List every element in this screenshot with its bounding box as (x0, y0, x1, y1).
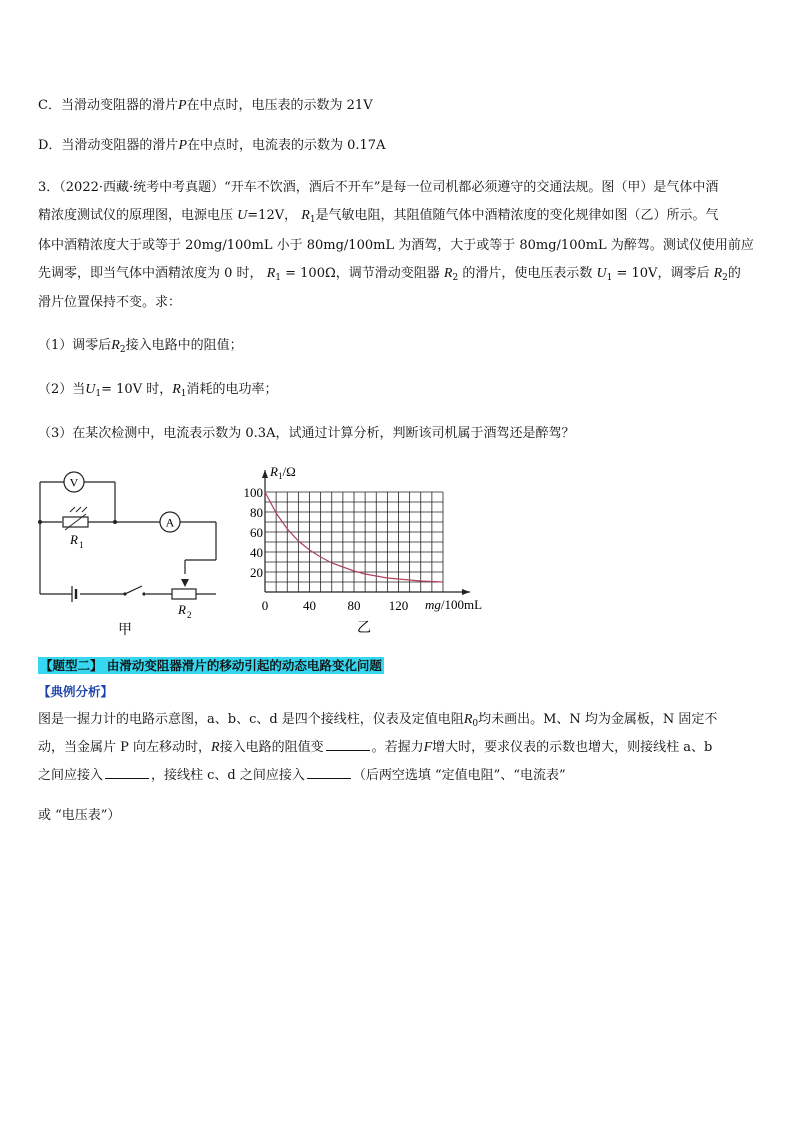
q3-text: = 100Ω，调节滑动变阻器 (285, 266, 440, 281)
var-r1: R (266, 266, 276, 281)
subscript: 2 (722, 273, 728, 283)
type2-text: 增大时，要求仪表的示数也增大，则接线柱 a、b (432, 740, 713, 755)
q3-sub-text: （3）在某次检测中，电流表示数为 0.3A，试通过计算分析，判断该司机属于酒驾还是醉驾？ (38, 426, 575, 441)
subscript: 1 (606, 273, 613, 283)
chart-y-label (269, 464, 296, 481)
analysis-text: 【典例分析】 (38, 684, 114, 699)
q3-sub-text: 消耗的电功率； (186, 382, 278, 397)
var-r: R (211, 740, 220, 755)
subscript: 2 (452, 273, 459, 283)
type2-text: 或 “电压表”） (38, 808, 121, 823)
type2-text: 动，当金属片 P 向左移动时， (38, 740, 212, 755)
resistance-concentration-chart (232, 458, 502, 638)
type2-header (38, 656, 384, 677)
r1-label: R (70, 532, 78, 547)
q3-text: 3．（2022·西藏·统考中考真题）“开车不饮酒，酒后不开车”是每一位司机都必须遵守的交通法规。图（甲）是气体中酒 (38, 180, 719, 195)
r1-sub: 1 (79, 540, 84, 550)
q3-sub-text: 接入电路中的阻值； (125, 338, 243, 353)
ammeter-label: A (165, 515, 175, 530)
type2-text: ，接线柱 c、d 之间应接入 (151, 768, 305, 783)
var-u: U (237, 208, 248, 223)
subscript: 1 (275, 273, 281, 283)
q3-line-3 (38, 236, 764, 256)
q3-text: 先调零，即当气体中酒精浓度为 0 时， (38, 266, 263, 281)
q3-text: =12V， (247, 208, 298, 223)
answer-blank-3[interactable] (307, 766, 351, 779)
q3-line-1 (38, 178, 764, 198)
x-tick-label: 40 (303, 598, 316, 613)
var-r2: R (713, 266, 723, 281)
answer-blank-1[interactable] (326, 738, 370, 751)
type2-line-2 (38, 738, 764, 758)
y-tick-label: 20 (250, 565, 263, 580)
q3-text: 体中酒精浓度大于或等于 20mg/100mL 小于 80mg/100mL 为酒驾，大于或等于 80mg/100mL 为醉驾。测试仪使用前应 (38, 238, 754, 253)
y-label-unit: /Ω (282, 464, 296, 479)
x-label-mg: mg (425, 597, 441, 612)
r2-label: R (178, 602, 186, 617)
type2-line-1 (38, 710, 764, 734)
rheostat-icon (172, 589, 196, 599)
q3-line-4 (38, 264, 764, 288)
y-label-r: R (270, 464, 278, 479)
y-tick-label: 100 (243, 485, 263, 500)
type2-text: 接入电路的阻值变 (219, 740, 324, 755)
subscript: 1 (95, 389, 102, 399)
var-p: P (177, 98, 187, 113)
q3-line-5 (38, 293, 764, 313)
y-tick-label: 60 (250, 525, 263, 540)
y-tick-label: 40 (250, 545, 263, 560)
q3-text: 是气敏电阻，其阻值随气体中酒精浓度的变化规律如图（乙）所示。气 (315, 208, 719, 223)
x-tick-label: 80 (347, 598, 361, 613)
circuit-caption: 甲 (118, 623, 132, 638)
q3-sub-2 (38, 380, 764, 404)
option-d (38, 136, 764, 156)
var-f: F (423, 740, 433, 755)
var-r2: R (111, 338, 120, 353)
type2-line-3 (38, 766, 764, 786)
var-u1: U (596, 266, 607, 281)
q3-sub-text: （1）调零后 (38, 338, 112, 353)
var-p: P (178, 138, 187, 153)
type2-text: 。若握力 (371, 740, 424, 755)
q3-text: 的滑片，使电压表示数 (462, 266, 593, 281)
q3-sub-text: = 10V 时， (101, 382, 173, 397)
option-c-text-2: 在中点时，电压表的示数为 21V (186, 98, 373, 113)
q3-text: 精浓度测试仪的原理图，电源电压 (38, 208, 234, 223)
option-d-text-2: 在中点时，电流表的示数为 0.17A (187, 138, 386, 153)
var-u1: U (85, 382, 96, 397)
option-c (38, 96, 764, 116)
var-r2: R (443, 266, 453, 281)
voltmeter-label: V (69, 475, 79, 490)
q3-sub-1 (38, 336, 764, 360)
q3-line-2 (38, 206, 764, 230)
x-axis-arrow-icon (462, 589, 470, 595)
subscript: 0 (472, 719, 479, 729)
y-label-sub: 1 (277, 471, 283, 481)
option-c-text: C．当滑动变阻器的滑片 (38, 98, 178, 113)
type2-text: 之间应接入 (38, 768, 104, 783)
r2-sub: 2 (187, 610, 192, 620)
subscript: 1 (180, 389, 187, 399)
var-r0: R (463, 712, 473, 727)
y-axis-arrow-icon (262, 470, 268, 478)
type2-text: （后两空选填 “定值电阻”、“电流表” (352, 768, 566, 783)
example-analysis-label (38, 682, 113, 703)
var-r1: R (172, 382, 181, 397)
subscript: 1 (309, 215, 316, 225)
q3-text: = 10V，调零后 (616, 266, 710, 281)
y-tick-label: 80 (250, 505, 263, 520)
q3-text: 滑片位置保持不变。求： (38, 295, 182, 310)
x-label-unit: /100mL (440, 597, 483, 612)
chart-x-label (425, 597, 482, 612)
q3-text: 的 (727, 266, 741, 281)
chart-grid (265, 492, 443, 592)
type2-line-4 (38, 806, 764, 826)
option-d-text: D．当滑动变阻器的滑片 (38, 138, 179, 153)
var-r1: R (301, 208, 310, 223)
chart-caption: 乙 (357, 621, 371, 636)
chart-axes (262, 470, 470, 595)
answer-blank-2[interactable] (105, 766, 149, 779)
circuit-diagram (30, 462, 230, 640)
q3-sub-text: （2）当 (38, 382, 86, 397)
x-tick-label: 120 (388, 598, 409, 613)
type2-header-text: 【题型二】 由滑动变阻器滑片的移动引起的动态电路变化问题 (40, 658, 382, 673)
subscript: 2 (119, 345, 126, 355)
type2-text: 图是一握力计的电路示意图，a、b、c、d 是四个接线柱，仪表及定值电阻 (38, 712, 464, 727)
x-tick-label: 0 (261, 598, 269, 613)
q3-sub-3 (38, 424, 764, 444)
type2-text: 均未画出。M、N 均为金属板，N 固定不 (478, 712, 718, 727)
